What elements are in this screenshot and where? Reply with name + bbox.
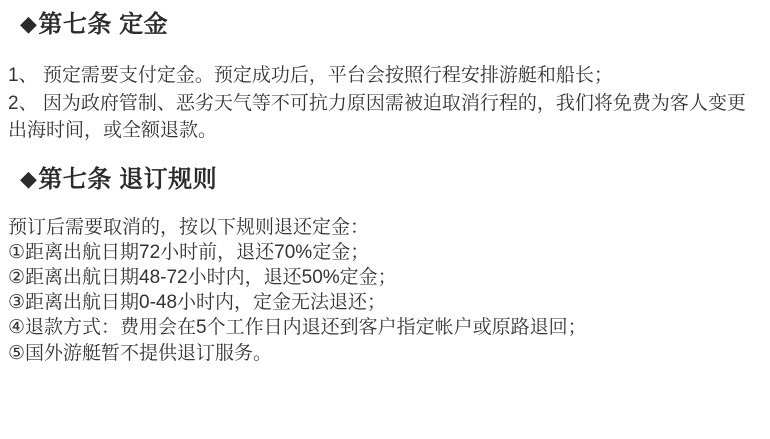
section-deposit-title: 第七条 定金 bbox=[38, 11, 169, 38]
terms-line: ③距离出航日期0-48小时内，定金无法退还； bbox=[8, 292, 387, 314]
terms-line: 预订后需要取消的，按以下规则退还定金： bbox=[8, 216, 370, 238]
section-refund-rules-title: 第七条 退订规则 bbox=[38, 165, 218, 193]
section-refund-rules-heading bbox=[0, 145, 770, 195]
terms-line: ④退款方式：费用会在5个工作日内退还到客户指定帐户或原路退回； bbox=[8, 317, 587, 339]
section-deposit bbox=[0, 0, 770, 145]
terms-line: 2、 因为政府管制、恶劣天气等不可抗力原因需被迫取消行程的，我们将免费为客人变更出海时间，或全额退款。 bbox=[8, 92, 746, 141]
terms-line: 1、 预定需要支付定金。预定成功后，平台会按照行程安排游艇和船长； bbox=[8, 65, 613, 86]
terms-line: ①距离出航日期72小时前，退还70%定金； bbox=[8, 241, 370, 263]
section-deposit-body bbox=[0, 40, 770, 145]
diamond-bullet-icon: ◆ bbox=[20, 165, 38, 191]
section-refund-rules bbox=[0, 145, 770, 366]
diamond-bullet-icon: ◆ bbox=[20, 11, 38, 36]
terms-line: ②距离出航日期48-72小时内，退还50%定金； bbox=[8, 266, 397, 288]
terms-line: ⑤国外游艇暂不提供退订服务。 bbox=[8, 342, 273, 364]
section-refund-rules-body bbox=[0, 195, 770, 366]
section-deposit-heading bbox=[0, 0, 770, 40]
